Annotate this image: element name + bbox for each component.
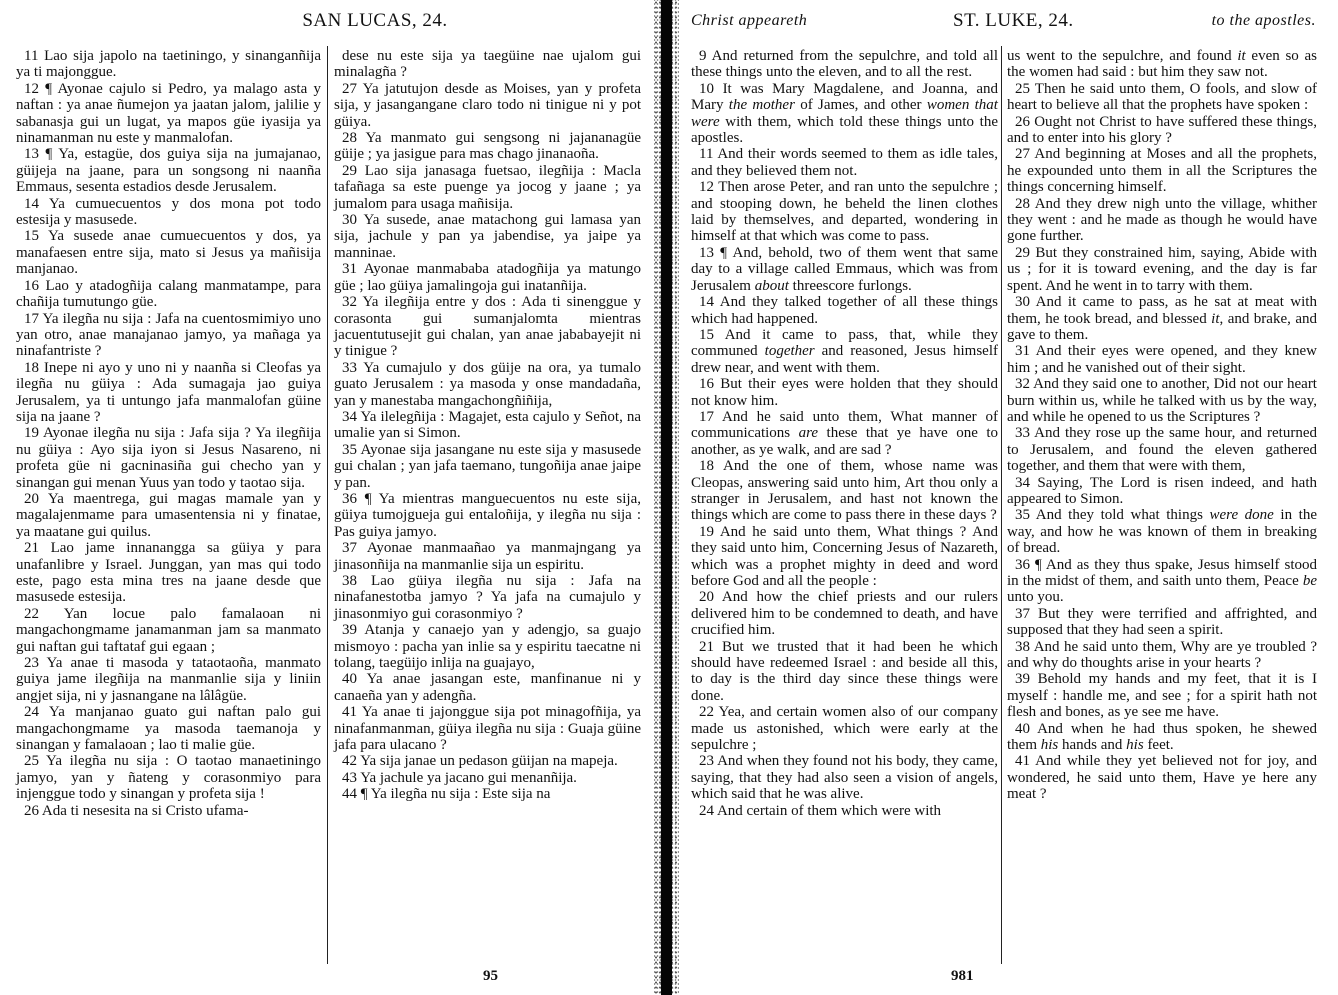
verse-number: 18	[699, 458, 723, 475]
verse	[691, 146, 998, 179]
verse: 37 Ayonae manmaañao ya manmajngang ya jinasonñija na manmanlie sija un espiritu.	[334, 540, 641, 573]
verse-text: , and brake, and gave to them.	[1007, 310, 1317, 343]
verse: 31 Ayonae manmababa atadogñija ya matungo güe ; lao güiya jamalingoja gui inatanñija.	[334, 261, 641, 294]
book-gutter-spine	[650, 0, 683, 995]
verse-number: 14	[699, 294, 720, 311]
verse-number: 28	[1015, 195, 1035, 212]
verse-number: 11	[699, 146, 718, 163]
verse-text: And they talked together of all these things which had happened.	[691, 294, 998, 327]
verse-number: 32	[1015, 376, 1034, 393]
verse-text: And he said unto them, Why are ye troubled ? and why do thoughts arise in your hearts ?	[1007, 638, 1317, 672]
verse-text: And while they yet believed not for joy, and wondered, he said unto them, Have ye here any meat ?	[1007, 753, 1317, 803]
running-head-topic-right: to the apostles.	[1211, 12, 1316, 29]
verse-text: And he said unto them, What things ? And they said unto him, Concerning Jesus of Nazareth, which was a prophet mighty in deed and word before God and all the people :	[691, 523, 998, 589]
verse-number: 37	[1015, 605, 1039, 622]
verse-number: 19	[699, 523, 720, 540]
page-number: 981	[951, 968, 974, 984]
verse	[1007, 671, 1317, 720]
verse-number: 30	[1015, 294, 1036, 311]
verse: 18 Inepe ni ayo y uno ni y naanña si Cleofas ya ilegña nu güiya : Ada sumagaja jao guiya Jerusalem, ya ti untungo jafa manmalofan güine sija na jaane ?	[16, 359, 321, 425]
verse	[1007, 507, 1317, 556]
verse-text: And when they found not his body, they came, saying, that they had also seen a vision of angels, which said that he was alive.	[691, 753, 998, 803]
italic-text: be	[1302, 573, 1317, 589]
verse-number: 29	[1015, 244, 1036, 261]
verse	[1007, 48, 1317, 81]
right-page-english	[683, 0, 1338, 995]
italic-text: his	[1126, 737, 1144, 754]
verse-text: And how the chief priests and our rulers delivered him to be condemned to death, and have crucified him.	[691, 589, 998, 639]
verse	[691, 376, 998, 409]
verse	[1007, 557, 1317, 606]
verse-text: But they were terrified and affrighted, and supposed that they had seen a spirit.	[1007, 605, 1318, 639]
verse	[691, 48, 998, 81]
verse	[691, 245, 998, 294]
verse: 29 Lao sija janasaga fuetsao, ilegñija : Macla tafañaga sa este puenge ya jocog y jaane ; ya jumalom para usaga mañisija.	[334, 162, 641, 212]
verse: 23 Ya anae ti masoda y tataotaoña, manmato guiya jame ilegñija na manmanlie sija y liniin angjet sija, ni y jasnangane na lâlâgüe.	[16, 655, 321, 704]
verse	[1007, 606, 1317, 639]
italic-text: women that were	[691, 97, 998, 130]
verse	[1007, 376, 1317, 425]
verse-text: And beginning at Moses and all the prophets, he expounded unto them in all the Scriptures the things concerning himself.	[1007, 146, 1317, 196]
verse-text: Yea, and certain women also of our company made us astonished, which were early at the sepulchre ;	[691, 704, 998, 754]
verse	[1007, 425, 1317, 474]
verse-text: Behold my hands and my feet, that it is I myself : handle me, and see ; for a spirit hath not flesh and bones, as ye see me have.	[1007, 671, 1318, 721]
verse-text: Then he said unto them, O fools, and slow of heart to believe all that the prophets have spoken :	[1007, 80, 1317, 114]
verse-number: 12	[699, 179, 719, 196]
verse-text: And the one of them, whose name was Cleopas, answering said unto him, Art thou only a stranger in Jerusalem, and hast not known the things which are come to pass there in these days ?	[691, 458, 998, 524]
verse-number: 31	[1015, 343, 1036, 360]
verse: 20 Ya maentrega, gui magas mamale yan y magalajenmame para umasentensia ni y finatae, ya maatane gui quilus.	[16, 490, 321, 540]
verse: 21 Lao jame innanangga sa güiya y para unafanlibre y Israel. Junggan, yan mas qui todo este, pago esta mina tres na jaane desde que masusede estesija.	[16, 540, 321, 606]
running-head-title: SAN LUCAS, 24.	[302, 10, 448, 31]
verse: 22 Yan locue palo famalaoan ni mangachongmame janamanman jam sa manmato gui naftan gui taftataf gui egaan ;	[16, 605, 321, 655]
verse: 35 Ayonae sija jasangane nu este sija y masusede gui chalan ; yan jafa taemano, tungoñija anae jaipe y pan.	[334, 441, 641, 491]
verse-text: hands and	[1058, 737, 1127, 754]
verse: 40 Ya anae jasangan este, manfinanue ni y canaeña yan y adengña.	[334, 671, 641, 704]
verse-number: 40	[1015, 720, 1038, 737]
verse	[1007, 475, 1317, 508]
column-divider-rule	[1001, 46, 1002, 964]
verse	[1007, 343, 1317, 376]
verse: 15 Ya susede anae cumuecuentos y dos, ya manafaesen entre sija, mato si Jesus ya mañisija manjanao.	[16, 228, 321, 278]
left-page-column-1	[16, 48, 321, 819]
verse: 25 Ya ilegña nu sija : O taotao manaetiningo jamyo, yan y ñateng y corasonmiyo para injenggue todo y sinangan y profeta sija !	[16, 753, 321, 803]
verse: 30 Ya susede, anae matachong gui lamasa yan sija, jachule y pan ya jabendise, ya jaipe ya manninae.	[334, 212, 641, 261]
verse-text: of James, and other	[794, 97, 927, 114]
verse: 28 Ya manmato gui sengsong ni jajananagüe güije ; ya jasigue para mas chago jinanaoña.	[334, 130, 641, 163]
spine-shadow	[661, 0, 672, 995]
verse	[1007, 146, 1317, 195]
verse-number: 35	[1015, 507, 1036, 524]
verse: 13 ¶ Ya, estagüe, dos guiya sija na jumajanao, güijeja na jaane, para un songsong ni naanña Emmaus, sesenta estadios desde Jerusalem.	[16, 146, 321, 196]
verse-text: Ought not Christ to have suffered these things, and to enter into his glory ?	[1007, 113, 1318, 147]
verse-text: and reasoned, Jesus himself drew near, and went with them.	[691, 343, 998, 376]
verse: 43 Ya jachule ya jacano gui menanñija.	[342, 769, 577, 786]
verse	[691, 294, 998, 327]
verse-text: But their eyes were holden that they should not know him.	[691, 376, 999, 409]
verse-text: And it came to pass, that, while they communed	[691, 326, 998, 360]
right-page-column-1	[691, 48, 998, 819]
verse	[1007, 245, 1317, 294]
verse-text: And they told what things	[1035, 507, 1210, 524]
verse-text: But we trusted that it had been he which should have redeemed Israel : and beside all this, to day is the third day since these things were done.	[691, 638, 998, 704]
verse-text: us went to the sepulchre, and found	[1007, 48, 1238, 64]
verse	[1007, 639, 1317, 672]
verse	[691, 704, 998, 753]
verse-text: It was Mary Magdalene, and Joanna, and Mary	[691, 80, 998, 114]
verse-text: And returned from the sepulchre, and told all these things unto the eleven, and to all the rest.	[691, 48, 998, 81]
verse-number: 38	[1015, 638, 1034, 655]
verse-number: 13	[699, 244, 721, 261]
verse-text: unto you.	[1007, 589, 1064, 606]
verse: 32 Ya ilegñija entre y dos : Ada ti sinenggue y corasonta gui sumanjalomta mientras jacuentutusejit gui chalan, yan anae jababayejit ni y tinigue ?	[334, 294, 641, 360]
verse-number: 23	[699, 753, 718, 770]
verse	[691, 639, 998, 705]
verse: 24 Ya manjanao guato gui naftan palo gui mangachongmame ya masoda taemanoja y sinangan y famalaoan ; lao ti malie güe.	[16, 704, 321, 754]
page-number: 95	[483, 968, 498, 984]
verse-text: feet.	[1143, 737, 1174, 754]
verse	[691, 524, 998, 590]
verse-number: 41	[1015, 753, 1036, 770]
verse-text: Then arose Peter, and ran unto the sepulchre ; and stooping down, he beheld the linen clothes laid by themselves, and departed, wondering in himself at that which was come to pass.	[691, 179, 998, 245]
left-page-chamorro	[0, 0, 650, 995]
verse	[1007, 721, 1317, 754]
verse: 11 Lao sija japolo na taetiningo, y sinanganñija ya ti majonggue.	[16, 48, 321, 81]
verse-number: 24	[699, 802, 717, 819]
verse-text: But they constrained him, saying, Abide with us ; for it is toward evening, and the day is far spent. And he went in to tarry with them.	[1007, 244, 1318, 294]
verse	[691, 458, 998, 524]
running-head-title: ST. LUKE, 24.	[953, 10, 1074, 31]
verse-number: 20	[699, 589, 722, 606]
verse-text: And certain of them which were with	[716, 802, 942, 819]
verse-number: 10	[699, 80, 723, 97]
verse: 27 Ya jatutujon desde as Moises, yan y profeta sija, y jasangangane claro todo ni tinigue ni y pot güiya.	[334, 80, 641, 130]
verse-number: 34	[1015, 474, 1038, 491]
verse: 44 ¶ Ya ilegña nu sija : Este sija na	[342, 786, 551, 803]
verse-number: 27	[1015, 146, 1035, 163]
verse-text: ¶ And as they thus spake, Jesus himself stood in the midst of them, and saith unto them, Peace	[1007, 556, 1318, 589]
verse	[1007, 81, 1317, 114]
verse-text: with them, which told these things unto the apostles.	[691, 113, 998, 147]
verse-number: 26	[1015, 113, 1035, 130]
verse	[691, 409, 998, 458]
verse: 26 Ada ti nesesita na si Cristo ufama-	[24, 802, 249, 819]
verse-text: And when he had thus spoken, he shewed them	[1007, 720, 1317, 754]
verse-text: ¶ And, behold, two of them went that same day to a village called Emmaus, which was from Jerusalem	[691, 244, 999, 294]
verse	[691, 753, 998, 802]
verse-text: And it came to pass, as he sat at meat with them, he took bread, and blessed	[1007, 294, 1317, 327]
verse-text: And he said unto them, What manner of communications	[691, 408, 998, 442]
verse-number: 9	[699, 48, 712, 64]
italic-text: together	[764, 343, 815, 360]
verse: 33 Ya cumajulo y dos güije na ora, ya tumalo guato Jerusalem : ya masoda y onse mandadaña, yan y manestaba mangachongñiñija,	[334, 359, 641, 409]
verse-text: threescore furlongs.	[788, 277, 912, 294]
verse-text: in the way, and how he was known of them in breaking of bread.	[1007, 507, 1317, 557]
verse-number: 22	[699, 704, 719, 721]
verse: 17 Ya ilegña nu sija : Jafa na cuentosmimiyo uno yan otro, anae manajanao jamyo, ya mañaga ya ninafantriste ?	[16, 310, 321, 360]
verse	[691, 81, 998, 147]
verse-text: even so as the women had said : but him they saw not.	[1007, 48, 1317, 81]
verse	[691, 589, 998, 638]
italic-text: are	[798, 425, 819, 442]
verse	[1007, 114, 1317, 147]
verse: 42 Ya sija janae un pedason güijan na mapeja.	[342, 753, 618, 770]
running-head-right-page	[683, 10, 1338, 34]
verse-number: 21	[699, 638, 723, 655]
right-page-column-2	[1007, 48, 1317, 803]
italic-text: were done	[1209, 507, 1274, 524]
verse	[1007, 753, 1317, 802]
verse-text: And they drew nigh unto the village, whither they went : and he made as though he would have gone further.	[1007, 195, 1317, 245]
verse-text: And their words seemed to them as idle tales, and they believed them not.	[691, 146, 998, 179]
verse-text: And they rose up the same hour, and returned to Jerusalem, and found the eleven gathered together, and them that were with them,	[1007, 425, 1317, 475]
verse: dese nu este sija ya taegüine nae ujalom gui minalagña ?	[334, 48, 641, 81]
italic-text: the mother	[728, 97, 795, 114]
verse-number: 39	[1015, 671, 1038, 688]
verse-number: 17	[699, 408, 722, 425]
verse	[1007, 196, 1317, 245]
verse-number: 15	[699, 326, 725, 343]
running-head-left-page	[0, 10, 650, 34]
verse-text: And they said one to another, Did not our heart burn within us, while he talked with us by the way, and while he opened to us the Scriptures ?	[1007, 376, 1317, 425]
verse	[691, 179, 998, 245]
verse-number: 16	[699, 376, 721, 393]
verse: 38 Lao güiya ilegña nu sija : Jafa na ninafanestotba jamyo ? Ya jafa na cumajulo y jinasonmiyo gui corasonmiyo ?	[334, 573, 641, 622]
verse-text: these that ye have one to another, as ye walk, and are sad ?	[691, 425, 998, 458]
verse: 36 ¶ Ya mientras manguecuentos nu este sija, güiya tumojgueja gui entaloñija, y ilegña nu sija : Pas guiya jamyo.	[334, 490, 641, 540]
running-head-topic-left: Christ appeareth	[691, 12, 808, 29]
italic-text: it	[1237, 48, 1246, 64]
italic-text: his	[1040, 737, 1059, 754]
column-divider-rule	[327, 46, 328, 964]
verse: 34 Ya ilelegñija : Magajet, esta cajulo y Señot, na umalie yan si Simon.	[334, 408, 641, 442]
left-page-column-2	[334, 48, 641, 803]
verse-number: 36	[1015, 556, 1035, 573]
italic-text: it	[1211, 310, 1220, 327]
verse-text: Saying, The Lord is risen indeed, and hath appeared to Simon.	[1007, 474, 1317, 507]
verse	[1007, 294, 1317, 343]
verse: 39 Atanja y canaejo yan y adengjo, sa guajo mismoyo : pacha yan inlie sa y espiritu taecatne ni tolang, taegüijo inlija na guajayo,	[334, 622, 641, 672]
verse: 19 Ayonae ilegña nu sija : Jafa sija ? Ya ilegñija nu güiya : Ayo sija iyon si Jesus Nasareno, ni profeta güe ni gacninasiña gui checho yan y sinangan gui menan Yuus yan todo y taotao sija.	[16, 425, 321, 491]
verse-number: 25	[1015, 80, 1035, 97]
verse: 16 Lao y atadogñija calang manmatampe, para chañija tumutungo güe.	[16, 277, 321, 311]
italic-text: about	[754, 277, 789, 294]
verse: 41 Ya anae ti jajonggue sija pot minagofñija, ya ninafanmanman, güiya ilegña nu sija : Guaja güine jafa para ulacano ?	[334, 704, 641, 754]
verse-text: And their eyes were opened, and they knew him ; and he vanished out of their sight.	[1007, 343, 1317, 376]
verse	[691, 327, 998, 376]
verse	[691, 803, 998, 819]
verse: 12 ¶ Ayonae cajulo si Pedro, ya malago asta y naftan : ya anae ñumejon ya jaatan jalom, jalilie y sabanasja gui un lugat, ya mapos güe iyasija ya ninamanman nu este y manmalofan.	[16, 80, 321, 147]
verse: 14 Ya cumuecuentos y dos mona pot todo estesija y masusede.	[16, 195, 321, 229]
verse-number: 33	[1015, 425, 1035, 442]
